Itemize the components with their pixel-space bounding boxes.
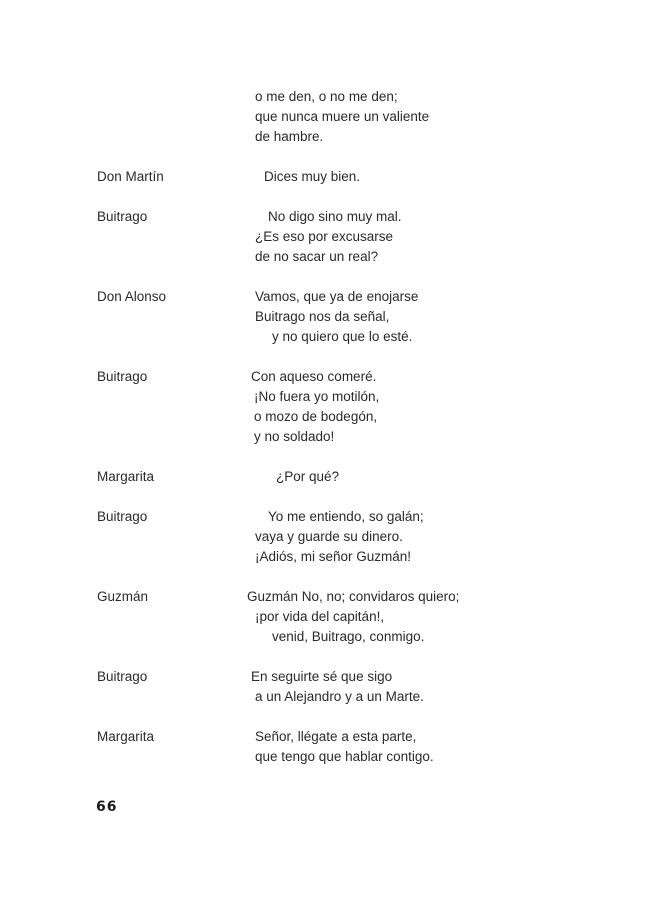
verse-line: o mozo de bodegón, xyxy=(254,409,378,424)
verse-lines xyxy=(0,727,650,767)
speaker-name: Margarita xyxy=(97,729,155,744)
verse-line: Buitrago nos da señal, xyxy=(255,309,390,324)
verse-lines xyxy=(0,167,650,187)
verse-line: a un Alejandro y a un Marte. xyxy=(255,689,424,704)
verse-lines xyxy=(0,87,650,147)
speaker-name: Buitrago xyxy=(97,209,148,224)
speaker-name: Margarita xyxy=(97,469,155,484)
verse-line: Vamos, que ya de enojarse xyxy=(255,289,419,304)
speaker-name: Buitrago xyxy=(97,369,148,384)
verse-line: Dices muy bien. xyxy=(264,169,361,184)
verse-lines xyxy=(0,367,650,447)
verse-line: y no quiero que lo esté. xyxy=(272,329,413,344)
verse-lines xyxy=(0,587,650,647)
verse-line: que nunca muere un valiente xyxy=(255,109,430,124)
verse-line: Con aqueso comeré. xyxy=(251,369,377,384)
verse-line: de no sacar un real? xyxy=(255,249,379,264)
verse-line: En seguirte sé que sigo xyxy=(251,669,393,684)
verse-line: o me den, o no me den; xyxy=(255,89,398,104)
speaker-name: Buitrago xyxy=(97,509,148,524)
page-number: 66 xyxy=(96,799,118,815)
verse-lines xyxy=(0,507,650,567)
verse-line: de hambre. xyxy=(255,129,324,144)
verse-line: venid, Buitrago, conmigo. xyxy=(272,629,425,644)
verse-line: ¡Adiós, mi señor Guzmán! xyxy=(255,549,412,564)
verse-line: y no soldado! xyxy=(254,429,335,444)
verse-line: Yo me entiendo, so galán; xyxy=(268,509,424,524)
verse-line: Guzmán No, no; convidaros quiero; xyxy=(247,589,460,604)
verse-line: vaya y guarde su dinero. xyxy=(255,529,403,544)
verse-lines xyxy=(0,667,650,707)
verse-line: ¿Es eso por excusarse xyxy=(255,229,394,244)
verse-lines xyxy=(0,207,650,267)
verse-lines xyxy=(0,467,650,487)
verse-lines xyxy=(0,287,650,347)
verse-line: ¡No fuera yo motilón, xyxy=(254,389,380,404)
speaker-name: Buitrago xyxy=(97,669,148,684)
speaker-name: Guzmán xyxy=(97,589,149,604)
verse-line: que tengo que hablar contigo. xyxy=(255,749,434,764)
verse-line: No digo sino muy mal. xyxy=(268,209,402,224)
verse-line: Señor, llégate a esta parte, xyxy=(255,729,417,744)
speaker-name: Don Martín xyxy=(97,169,164,184)
verse-line: ¡por vida del capitán!, xyxy=(255,609,385,624)
verse-line: ¿Por qué? xyxy=(276,469,340,484)
speaker-name: Don Alonso xyxy=(97,289,167,304)
